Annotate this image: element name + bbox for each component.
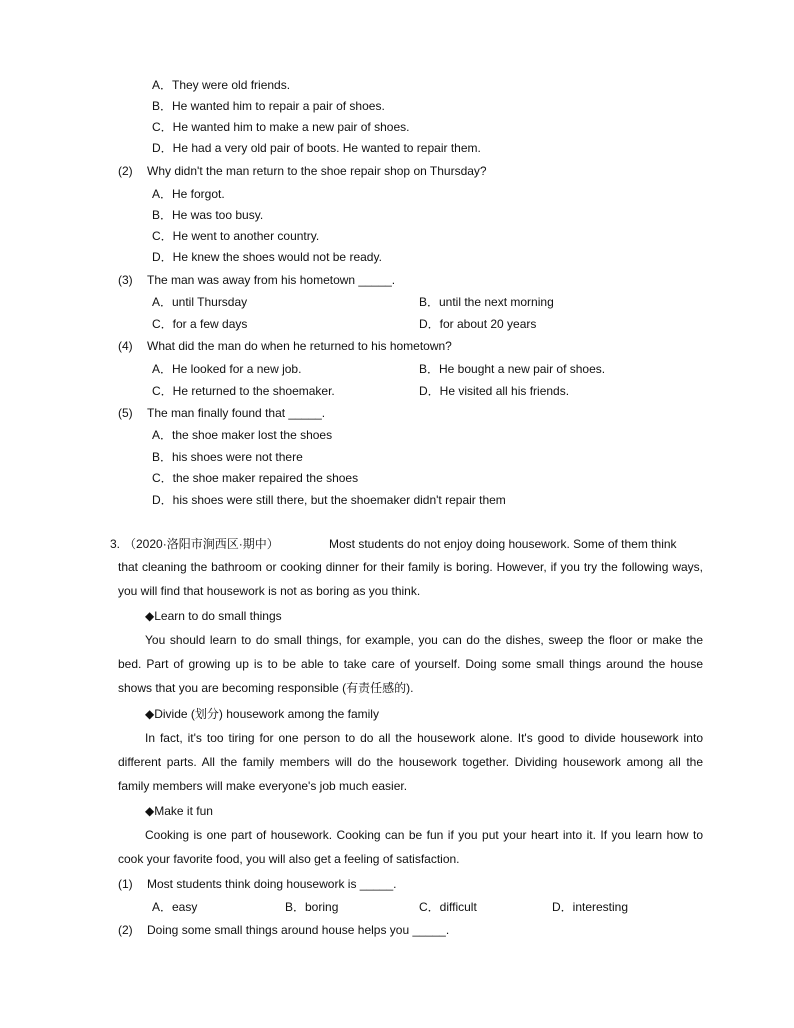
option-d: D．his shoes were still there, but the shoemaker didn't repair them — [152, 493, 506, 507]
option-b: B．He bought a new pair of shoes. — [419, 362, 606, 376]
question-text: Why didn't the man return to the shoe repair shop on Thursday? — [147, 164, 487, 178]
question-text: The man was away from his hometown _____. — [147, 273, 396, 287]
question-number: (2) — [118, 923, 133, 937]
question-text: What did the man do when he returned to his hometown? — [147, 339, 452, 353]
option-c: C．He went to another country. — [152, 229, 320, 243]
option-c: C．the shoe maker repaired the shoes — [152, 471, 359, 485]
question-number: (2) — [118, 164, 133, 178]
paragraph-text: You should learn to do small things, for example, you can do the dishes, sweep the floor or make the bed. Part of growing up is to be able to take care of yourself. Doing some small things around the house shows that you are becoming responsible (有责任感的). — [118, 633, 703, 695]
option-b: B．He was too busy. — [152, 208, 264, 222]
source-tag: （2020·洛阳市涧西区·期中） — [124, 537, 279, 551]
intro-first-line: Most students do not enjoy doing housework. Some of them think — [329, 537, 677, 551]
option-b: B．He wanted him to repair a pair of shoes. — [152, 99, 385, 113]
question-text: Most students think doing housework is _____. — [147, 877, 397, 891]
option-a: A．until Thursday — [152, 295, 248, 309]
option-d: D．He visited all his friends. — [419, 384, 570, 398]
option-c: C．difficult — [419, 900, 477, 914]
option-a: A．the shoe maker lost the shoes — [152, 428, 333, 442]
section-heading: ◆Divide (划分) housework among the family — [145, 707, 379, 721]
option-a: A．easy — [152, 900, 198, 914]
option-d: D．for about 20 years — [419, 317, 537, 331]
paragraph — [118, 628, 703, 700]
option-d: D．interesting — [552, 900, 629, 914]
intro-paragraph: that cleaning the bathroom or cooking dinner for their family is boring. However, if you try the following ways, you will find that housework is not as boring as you think. — [118, 560, 703, 598]
section-heading: ◆Make it fun — [145, 804, 213, 818]
question-number: 3. — [110, 537, 121, 551]
option-d: D．He knew the shoes would not be ready. — [152, 250, 382, 264]
option-c: C．for a few days — [152, 317, 248, 331]
option-c: C．He wanted him to make a new pair of shoes. — [152, 120, 410, 134]
paragraph-text: In fact, it's too tiring for one person to do all the housework alone. It's good to divide housework into different parts. All the family members will do the housework together. Dividing housework among all the family members will make everyone's job much easier. — [118, 731, 703, 793]
question-number: (4) — [118, 339, 133, 353]
question-text: Doing some small things around house helps you _____. — [147, 923, 450, 937]
option-a: A．He looked for a new job. — [152, 362, 302, 376]
option-a: A．He forgot. — [152, 187, 225, 201]
option-b: B．until the next morning — [419, 295, 554, 309]
option-d: D．He had a very old pair of boots. He wanted to repair them. — [152, 141, 481, 155]
question-number: (3) — [118, 273, 133, 287]
question-number: (1) — [118, 877, 133, 891]
option-b: B．his shoes were not there — [152, 450, 303, 464]
option-a: A．They were old friends. — [152, 78, 291, 92]
option-c: C．He returned to the shoemaker. — [152, 384, 335, 398]
question-text: The man finally found that _____. — [147, 406, 326, 420]
paragraph — [118, 823, 703, 871]
section-heading: ◆Learn to do small things — [145, 609, 282, 623]
paragraph-text: Cooking is one part of housework. Cooking can be fun if you put your heart into it. If you learn how to cook your favorite food, you will also get a feeling of satisfaction. — [118, 828, 703, 866]
paragraph — [118, 726, 703, 798]
option-b: B．boring — [285, 900, 339, 914]
question-number: (5) — [118, 406, 133, 420]
